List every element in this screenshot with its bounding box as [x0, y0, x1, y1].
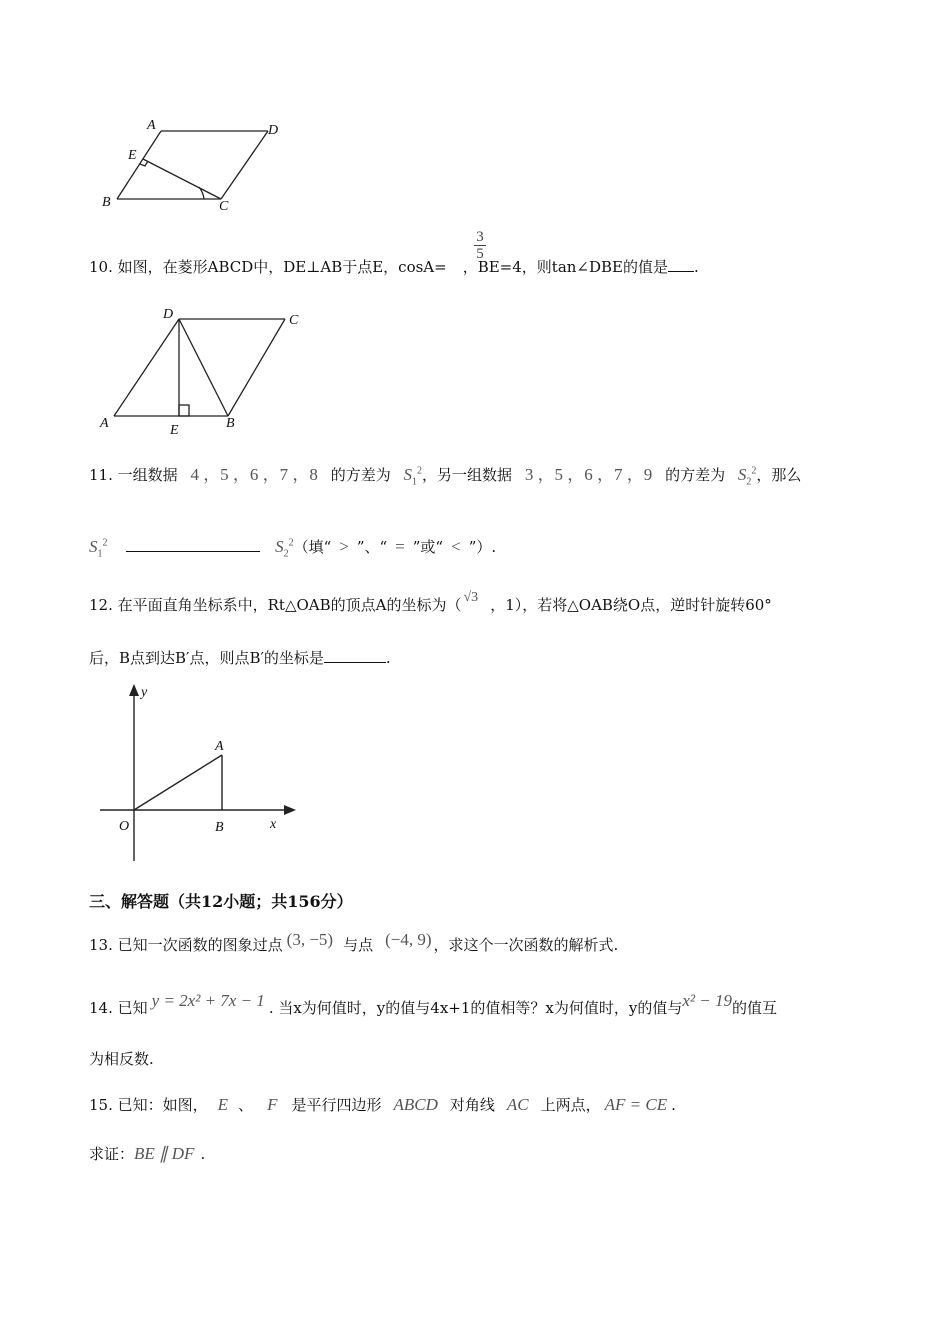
q15-line1 [89, 1094, 676, 1115]
label-A: A [147, 118, 156, 133]
q15-prove-end: . [200, 1145, 206, 1163]
q15-F: F [267, 1095, 278, 1114]
q11-data2: 3 ，5 ，6 ，7 ，9 [524, 465, 653, 484]
q11-s2-letter: S [737, 465, 747, 484]
q11-s2-sup: 2 [751, 465, 757, 477]
q15-line2 [89, 1143, 205, 1164]
q12-line2 [89, 647, 391, 668]
q11-s2 [737, 465, 757, 488]
q15-prove: BE ∥ DF [134, 1144, 195, 1163]
q11-s2-sub: 2 [746, 476, 752, 488]
q11-s1-sup: 2 [417, 465, 423, 477]
q15-ac: AC [506, 1095, 529, 1114]
q13-line [89, 930, 619, 955]
label-B: B [226, 416, 235, 431]
axes-figure [95, 680, 305, 865]
parallelogram-figure [95, 115, 295, 215]
q11-s2r-sub: 2 [283, 548, 289, 560]
q11-text-e: ，那么 [756, 466, 802, 484]
q11-s1-letter: S [403, 465, 413, 484]
q11-s1r-sub: 1 [97, 548, 103, 560]
label-D: D [163, 307, 174, 322]
q11-s1r-sup: 2 [102, 537, 108, 549]
q14-num: 14. [89, 999, 113, 1017]
q10-text-b: ，BE=4，则tan∠DBE的值是 [462, 258, 668, 276]
q10-line [89, 256, 699, 277]
q13-text-b: 与点 [343, 936, 374, 954]
q14-formula2: x² − 19 [682, 991, 732, 1010]
q13-text-a: 已知一次函数的图象过点 [117, 936, 283, 954]
label-A: A [100, 416, 109, 431]
q15-text-d: 上两点， [540, 1096, 601, 1114]
label-C: C [289, 313, 299, 328]
q14-line1 [89, 991, 777, 1018]
q11-s1r-letter: S [89, 537, 98, 556]
label-D: D [268, 123, 279, 138]
q14-formula: y = 2x² + 7x − 1 [151, 991, 265, 1010]
label-O: O [119, 819, 130, 834]
q11-s2r-sup: 2 [288, 537, 294, 549]
q14-text-b: . 当x为何值时，y的值与4x+1的值相等？x为何值时，y的值与 [268, 999, 683, 1017]
q11-s2-repeat [275, 537, 294, 560]
q13-point1: (3, −5) [286, 930, 334, 949]
q15-text-a: 已知：如图， [117, 1096, 208, 1114]
q11-s1 [403, 465, 423, 488]
q15-equation: AF = CE [604, 1095, 668, 1114]
label-B: B [215, 820, 224, 835]
q11-text-a: 一组数据 [117, 466, 178, 484]
q12-text-b: ，1），若将△OAB绕O点，逆时针旋转60° [490, 596, 772, 614]
q12-blank [324, 648, 386, 663]
section-3-title: 三、解答题（共12小题；共156分） [89, 892, 353, 911]
q11-line1 [89, 460, 801, 487]
q15-end: . [671, 1096, 676, 1114]
y-axis-arrow [129, 684, 139, 696]
label-E: E [170, 423, 179, 438]
q12-num: 12. [89, 596, 113, 614]
q15-abcd: ABCD [393, 1095, 438, 1114]
q13-point2: (−4, 9) [385, 930, 432, 949]
q11-open: （填“ [293, 538, 332, 556]
rhombus-figure [95, 303, 310, 438]
q11-text-b: 的方差为 [330, 466, 391, 484]
label-C: C [219, 199, 229, 214]
q10-end: . [694, 258, 699, 276]
q14-text-c: 的值互 [731, 999, 777, 1017]
q12-line2-text: 后，B点到达B′点，则点B′的坐标是 [89, 649, 324, 667]
q11-line2 [89, 536, 496, 559]
q11-s2r-letter: S [275, 537, 284, 556]
q15-sep: 、 [238, 1096, 254, 1114]
q15-text-c: 对角线 [449, 1096, 495, 1114]
x-axis-arrow [284, 805, 296, 815]
q10-blank [668, 257, 694, 272]
label-x: x [270, 817, 277, 832]
q12-line1 [89, 590, 772, 615]
label-y: y [141, 685, 148, 700]
q15-E: E [217, 1095, 229, 1114]
q11-text-c: ，另一组数据 [422, 466, 513, 484]
q11-eq: = [395, 537, 405, 556]
q14-line2: 为相反数. [89, 1050, 154, 1068]
q11-text-d: 的方差为 [665, 466, 726, 484]
q11-sep1: ”、“ [356, 538, 388, 556]
q10-frac-den: 5 [476, 246, 484, 262]
q15-prove-label: 求证： [89, 1145, 135, 1163]
q10-num: 10. [89, 258, 113, 276]
q11-close: ”）. [468, 538, 497, 556]
label-B: B [102, 195, 111, 210]
q15-text-b: 是平行四边形 [291, 1096, 382, 1114]
q11-s1-sub: 1 [412, 476, 418, 488]
q15-num: 15. [89, 1096, 113, 1114]
q11-gt: > [339, 537, 349, 556]
q10-text-a: 如图，在菱形ABCD中，DE⊥AB于点E，cosA= [117, 258, 447, 276]
q11-s1-repeat [89, 537, 108, 560]
q12-end: . [385, 649, 391, 667]
q11-sep2: ”或“ [412, 538, 444, 556]
q11-lt: < [451, 537, 461, 556]
q11-blank [126, 537, 260, 552]
q13-text-c: ，求这个一次函数的解析式. [433, 936, 619, 954]
q12-text-a: 在平面直角坐标系中，Rt△OAB的顶点A的坐标为（ [117, 596, 462, 614]
label-E: E [128, 148, 137, 163]
q11-num: 11. [89, 466, 113, 484]
q11-data1: 4 ，5 ，6 ，7 ，8 [190, 465, 318, 484]
q12-sqrt3: √3 [463, 590, 479, 605]
label-A: A [215, 739, 224, 754]
q10-frac-num: 3 [476, 229, 484, 245]
q14-text-a: 已知 [117, 999, 148, 1017]
q13-num: 13. [89, 936, 113, 954]
